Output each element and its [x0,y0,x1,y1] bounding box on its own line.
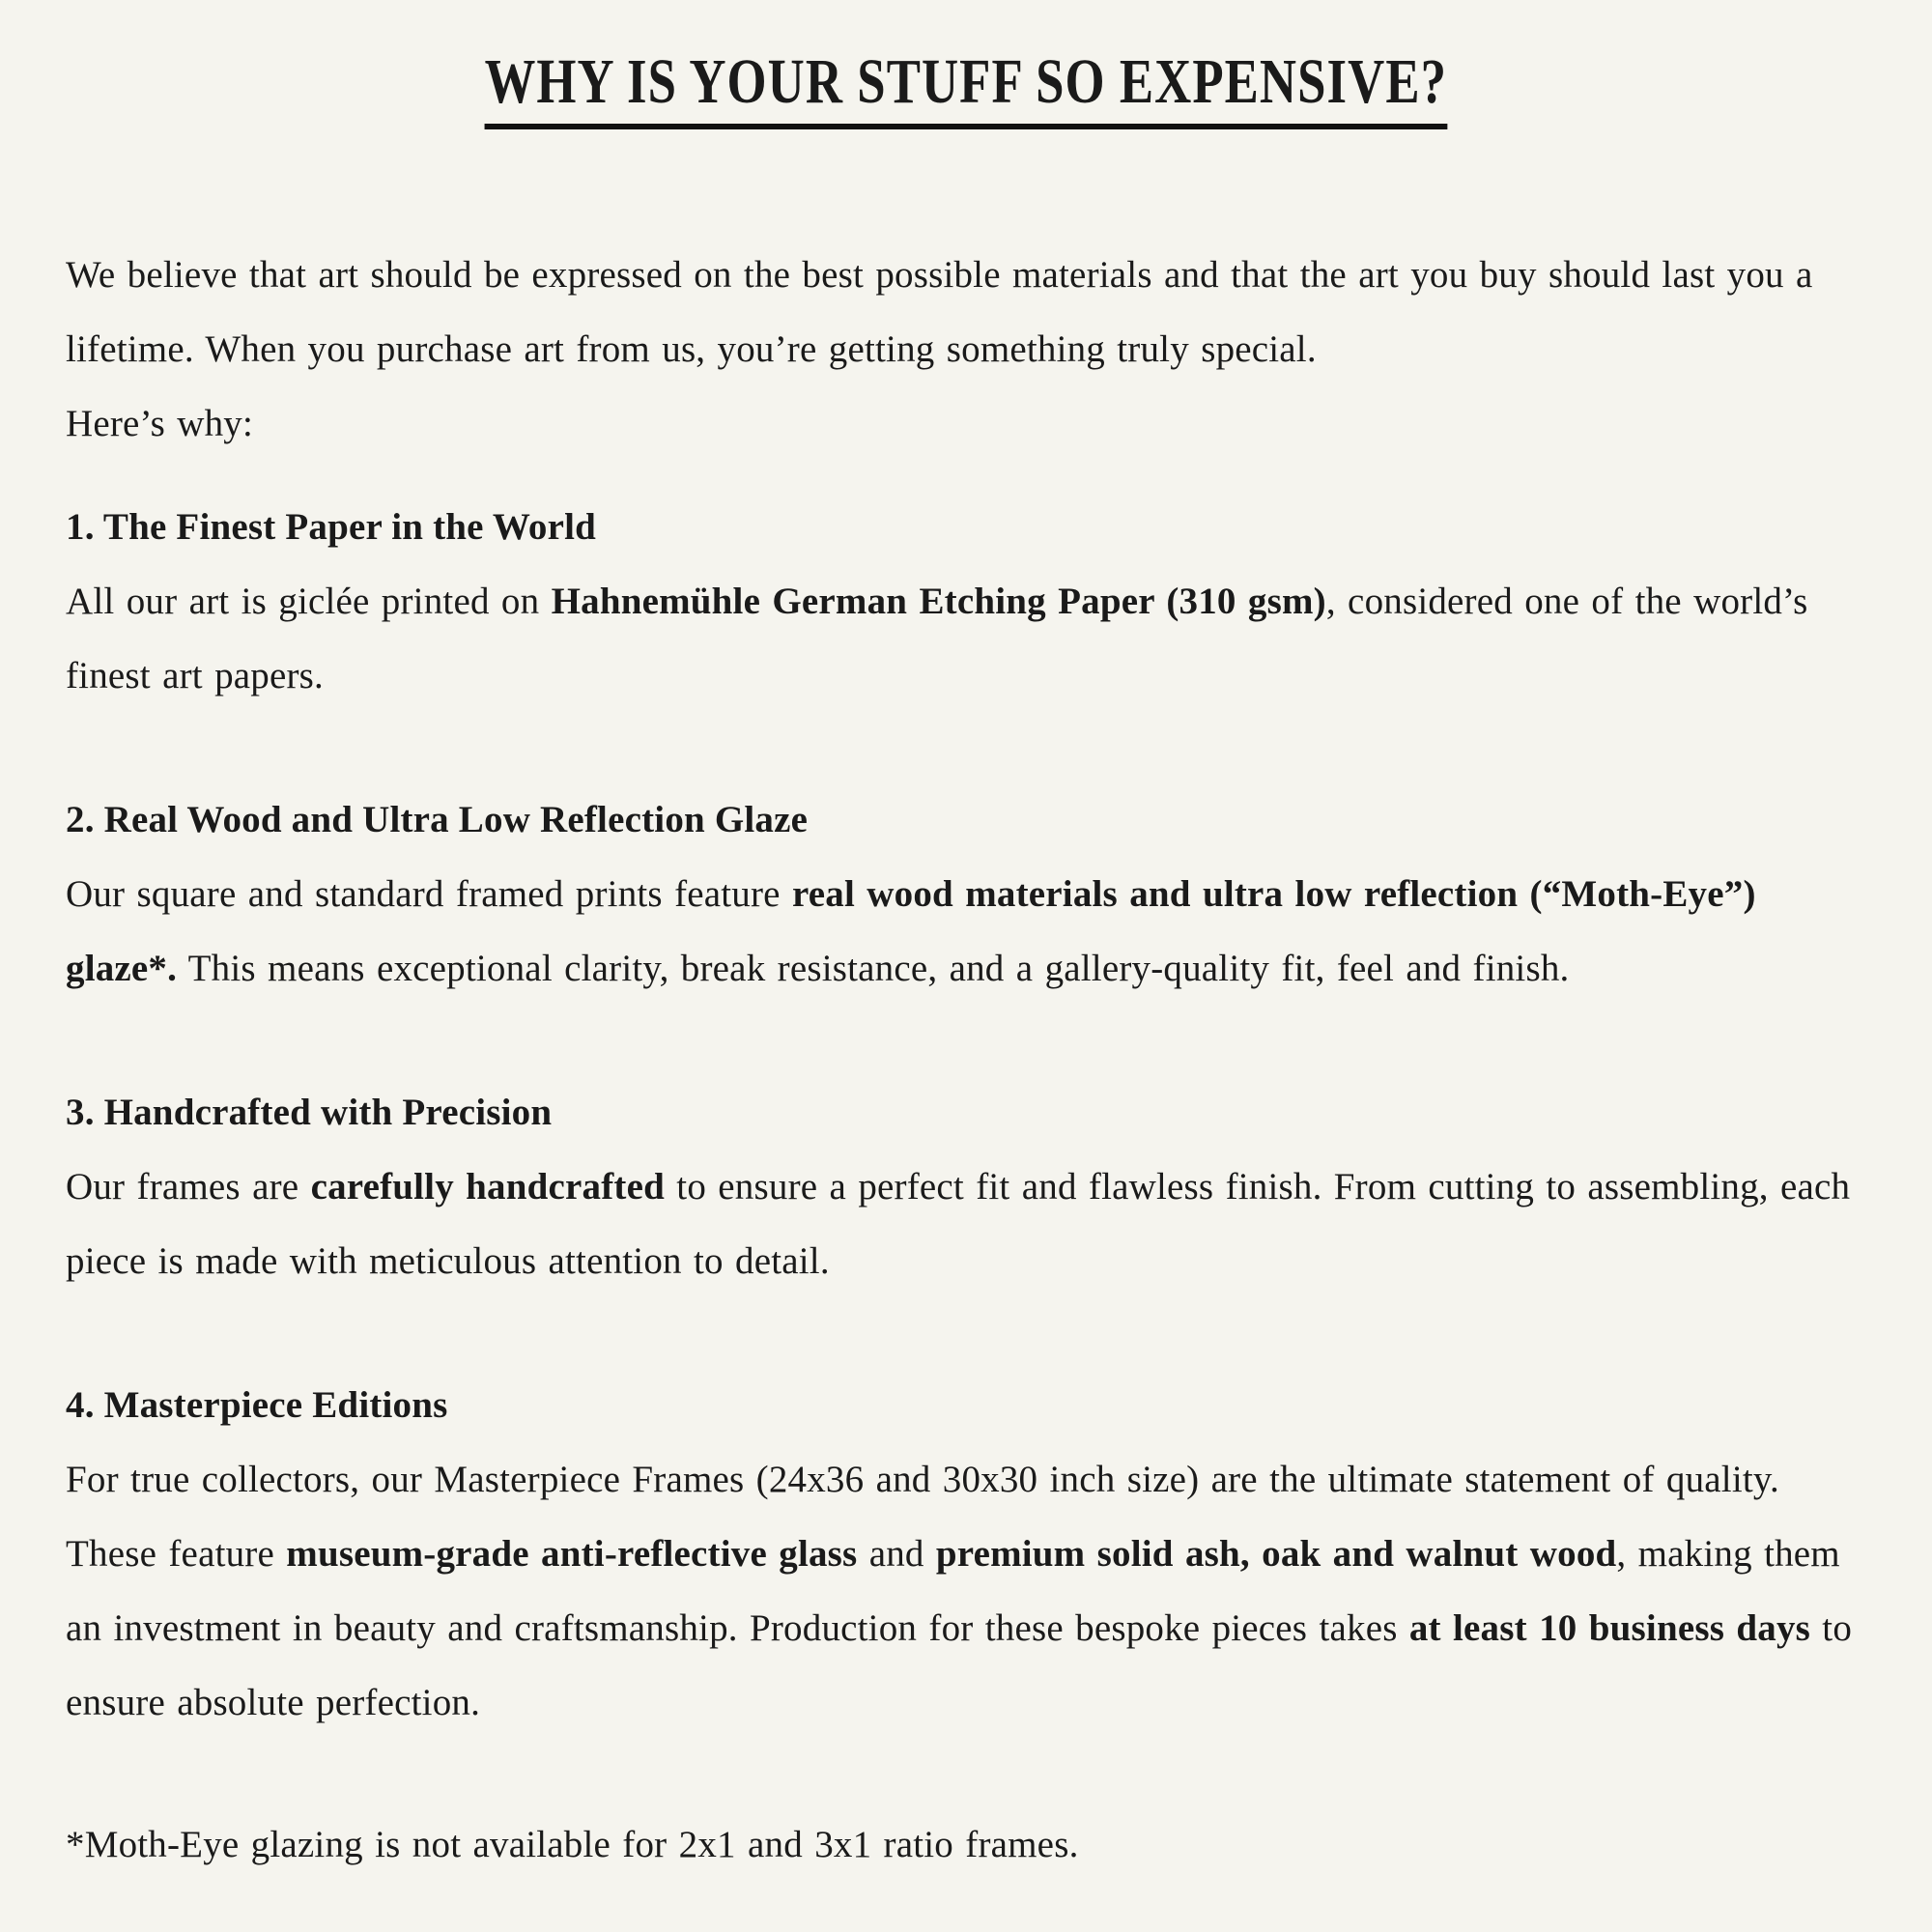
text-segment: and [857,1533,936,1575]
section-heading: 1. The Finest Paper in the World [66,506,597,548]
intro-lead-in: Here’s why: [66,403,254,444]
text-segment: For true collectors, our Masterpiece Frames (24x36 and 30x30 inch size) are the ultimate statement of quality. These feature [66,1459,1779,1575]
text-segment: , considered one of the world’s finest art papers. [66,581,1808,696]
text-segment: This means exceptional clarity, break resistance, and a gallery-quality fit, feel and finish. [177,948,1570,989]
text-segment: Our square and standard framed prints feature [66,873,792,915]
text-segment: to ensure a perfect fit and flawless finish. From cutting to assembling, each piece is made with meticulous attention to detail. [66,1166,1851,1282]
section-body [66,857,1866,1006]
text-segment: Our frames are [66,1166,311,1208]
bold-text-segment: at least 10 business days [1408,1607,1811,1649]
text-segment: All our art is giclée printed on [66,581,552,622]
section [66,490,1866,713]
section-body [66,1150,1866,1298]
section [66,1075,1866,1298]
footnote: *Moth-Eye glazing is not available for 2x1 and 3x1 ratio frames. [66,1824,1079,1865]
title-container [66,46,1866,129]
section [66,782,1866,1006]
section-heading: 3. Handcrafted with Precision [66,1092,553,1133]
bold-text-segment: real wood materials and ultra low reflection (“Moth-Eye”) glaze*. [66,873,1756,989]
bold-text-segment: museum-grade anti-reflective glass [286,1533,858,1575]
bold-text-segment: premium solid ash, oak and walnut wood [935,1533,1617,1575]
text-segment: , making them an investment in beauty and craftsmanship. Production for these bespoke pieces takes [66,1533,1840,1649]
section-heading: 4. Masterpiece Editions [66,1384,448,1426]
section-body [66,564,1866,713]
bold-text-segment: carefully handcrafted [310,1166,665,1208]
sections-container [66,490,1866,1740]
text-segment: to ensure absolute perfection. [66,1607,1853,1723]
section [66,1368,1866,1740]
section-heading: 2. Real Wood and Ultra Low Reflection Glaze [66,799,809,840]
page-title: WHY IS YOUR STUFF SO EXPENSIVE? [485,50,1448,129]
section-body [66,1442,1866,1740]
intro-paragraph: We believe that art should be expressed on the best possible materials and that the art you buy should last you a lifetime. When you purchase art from us, you’re getting something truly special. [66,254,1813,370]
bold-text-segment: Hahnemühle German Etching Paper (310 gsm) [551,581,1326,622]
